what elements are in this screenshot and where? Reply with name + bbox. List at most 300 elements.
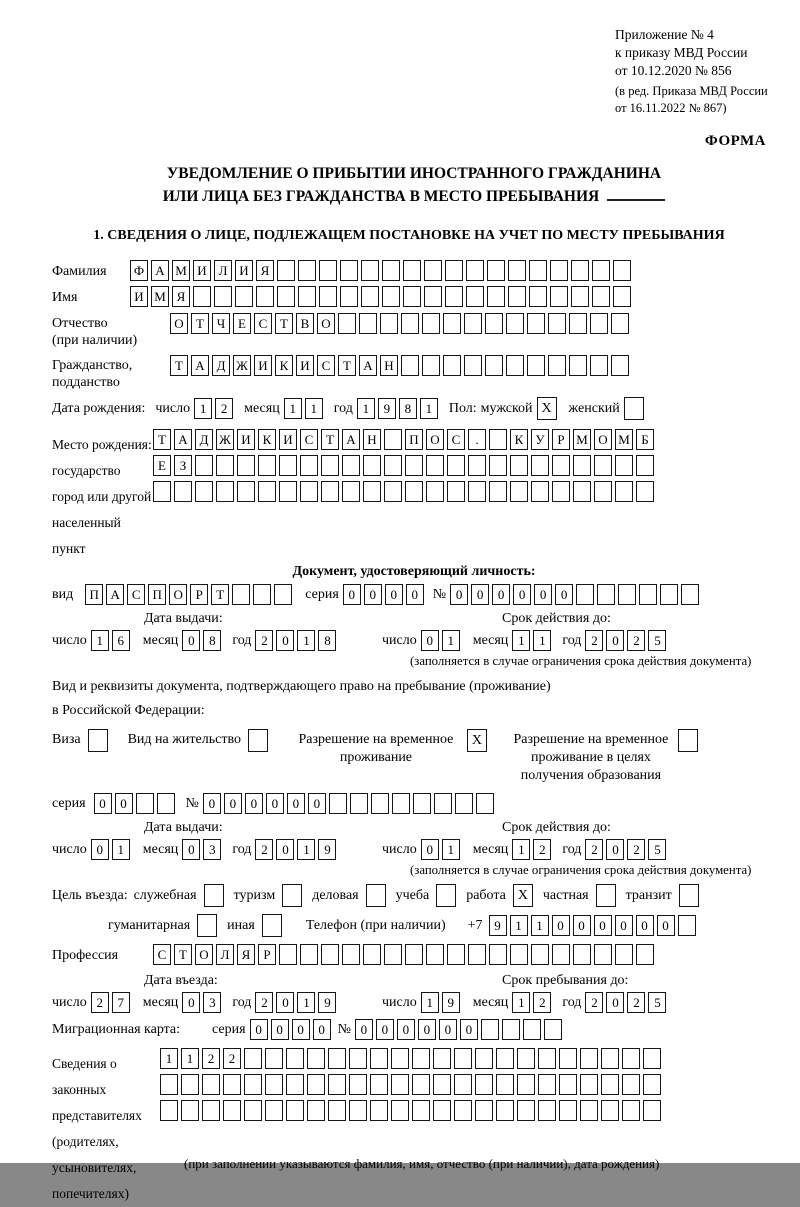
char-cell[interactable] <box>615 455 633 476</box>
char-cell[interactable] <box>573 481 591 502</box>
char-cell[interactable] <box>298 286 316 307</box>
char-cell[interactable]: М <box>573 429 591 450</box>
char-cell[interactable] <box>548 313 566 334</box>
char-cell[interactable] <box>223 1100 241 1121</box>
char-cell[interactable]: А <box>151 260 169 281</box>
char-cell[interactable] <box>412 1100 430 1121</box>
char-cell[interactable] <box>571 286 589 307</box>
char-cell[interactable] <box>592 286 610 307</box>
checkbox-cell[interactable] <box>204 884 224 907</box>
char-cell[interactable]: Н <box>363 429 381 450</box>
char-cell[interactable]: О <box>426 429 444 450</box>
char-cell[interactable]: Т <box>211 584 229 605</box>
char-cell[interactable]: А <box>359 355 377 376</box>
char-cell[interactable] <box>489 429 507 450</box>
char-cell[interactable] <box>340 286 358 307</box>
char-cell[interactable] <box>338 313 356 334</box>
char-cell[interactable]: 0 <box>573 915 591 936</box>
char-cell[interactable] <box>531 944 549 965</box>
char-cell[interactable] <box>307 1048 325 1069</box>
char-cell[interactable] <box>468 944 486 965</box>
char-cell[interactable]: 0 <box>94 793 112 814</box>
char-cell[interactable] <box>475 1074 493 1095</box>
checkbox-cell[interactable] <box>248 729 268 752</box>
char-cell[interactable]: 5 <box>648 992 666 1013</box>
char-cell[interactable]: 1 <box>442 839 460 860</box>
char-cell[interactable] <box>181 1074 199 1095</box>
char-cell[interactable] <box>370 1100 388 1121</box>
char-cell[interactable] <box>489 944 507 965</box>
char-cell[interactable] <box>443 355 461 376</box>
char-cell[interactable]: Е <box>233 313 251 334</box>
char-cell[interactable] <box>434 793 452 814</box>
char-cell[interactable] <box>412 1048 430 1069</box>
char-cell[interactable] <box>202 1074 220 1095</box>
char-cell[interactable] <box>286 1074 304 1095</box>
char-cell[interactable] <box>468 481 486 502</box>
char-cell[interactable] <box>214 286 232 307</box>
char-cell[interactable] <box>475 1048 493 1069</box>
char-cell[interactable]: А <box>342 429 360 450</box>
char-cell[interactable]: 8 <box>318 630 336 651</box>
char-cell[interactable]: 0 <box>91 839 109 860</box>
char-cell[interactable] <box>380 313 398 334</box>
char-cell[interactable] <box>401 313 419 334</box>
char-cell[interactable] <box>329 793 347 814</box>
checkbox-cell[interactable]: X <box>467 729 487 752</box>
char-cell[interactable] <box>384 455 402 476</box>
char-cell[interactable] <box>489 455 507 476</box>
char-cell[interactable] <box>307 1074 325 1095</box>
char-cell[interactable] <box>576 584 594 605</box>
char-cell[interactable] <box>636 481 654 502</box>
char-cell[interactable]: 1 <box>531 915 549 936</box>
char-cell[interactable] <box>195 455 213 476</box>
char-cell[interactable]: Т <box>191 313 209 334</box>
char-cell[interactable] <box>319 286 337 307</box>
char-cell[interactable] <box>433 1100 451 1121</box>
char-cell[interactable] <box>426 455 444 476</box>
char-cell[interactable] <box>485 313 503 334</box>
char-cell[interactable] <box>592 260 610 281</box>
char-cell[interactable]: П <box>405 429 423 450</box>
char-cell[interactable]: Л <box>216 944 234 965</box>
char-cell[interactable]: 0 <box>421 839 439 860</box>
char-cell[interactable] <box>496 1074 514 1095</box>
checkbox-cell[interactable] <box>678 729 698 752</box>
char-cell[interactable] <box>307 1100 325 1121</box>
char-cell[interactable] <box>615 944 633 965</box>
char-cell[interactable]: 0 <box>287 793 305 814</box>
char-cell[interactable] <box>321 944 339 965</box>
char-cell[interactable] <box>611 355 629 376</box>
char-cell[interactable] <box>552 481 570 502</box>
char-cell[interactable]: Б <box>636 429 654 450</box>
char-cell[interactable]: 0 <box>182 839 200 860</box>
char-cell[interactable] <box>622 1100 640 1121</box>
char-cell[interactable] <box>363 944 381 965</box>
char-cell[interactable]: 0 <box>606 839 624 860</box>
char-cell[interactable] <box>538 1074 556 1095</box>
char-cell[interactable]: Е <box>153 455 171 476</box>
char-cell[interactable]: 1 <box>512 839 530 860</box>
char-cell[interactable]: 1 <box>512 630 530 651</box>
char-cell[interactable] <box>300 944 318 965</box>
char-cell[interactable] <box>496 1048 514 1069</box>
char-cell[interactable] <box>244 1100 262 1121</box>
char-cell[interactable] <box>256 286 274 307</box>
char-cell[interactable] <box>286 1048 304 1069</box>
char-cell[interactable] <box>433 1048 451 1069</box>
char-cell[interactable] <box>590 313 608 334</box>
char-cell[interactable] <box>475 1100 493 1121</box>
char-cell[interactable]: 9 <box>378 398 396 419</box>
char-cell[interactable] <box>508 286 526 307</box>
char-cell[interactable] <box>559 1100 577 1121</box>
char-cell[interactable]: 0 <box>292 1019 310 1040</box>
char-cell[interactable]: Ж <box>233 355 251 376</box>
char-cell[interactable] <box>319 260 337 281</box>
char-cell[interactable] <box>531 455 549 476</box>
char-cell[interactable] <box>279 944 297 965</box>
char-cell[interactable]: 0 <box>534 584 552 605</box>
char-cell[interactable] <box>466 260 484 281</box>
char-cell[interactable]: 0 <box>406 584 424 605</box>
char-cell[interactable] <box>426 481 444 502</box>
char-cell[interactable]: 0 <box>203 793 221 814</box>
char-cell[interactable]: И <box>254 355 272 376</box>
char-cell[interactable] <box>597 584 615 605</box>
char-cell[interactable] <box>382 286 400 307</box>
char-cell[interactable]: У <box>531 429 549 450</box>
char-cell[interactable] <box>363 455 381 476</box>
char-cell[interactable] <box>160 1074 178 1095</box>
char-cell[interactable] <box>538 1048 556 1069</box>
char-cell[interactable] <box>274 584 292 605</box>
char-cell[interactable]: К <box>510 429 528 450</box>
char-cell[interactable]: 0 <box>182 630 200 651</box>
char-cell[interactable]: 1 <box>420 398 438 419</box>
char-cell[interactable]: Т <box>338 355 356 376</box>
char-cell[interactable] <box>552 455 570 476</box>
char-cell[interactable] <box>370 1074 388 1095</box>
char-cell[interactable]: 0 <box>606 630 624 651</box>
char-cell[interactable] <box>193 286 211 307</box>
char-cell[interactable] <box>496 1100 514 1121</box>
char-cell[interactable]: 0 <box>182 992 200 1013</box>
char-cell[interactable] <box>237 481 255 502</box>
char-cell[interactable] <box>487 286 505 307</box>
char-cell[interactable] <box>538 1100 556 1121</box>
char-cell[interactable] <box>594 455 612 476</box>
char-cell[interactable]: И <box>237 429 255 450</box>
char-cell[interactable] <box>216 455 234 476</box>
char-cell[interactable] <box>361 260 379 281</box>
char-cell[interactable] <box>279 481 297 502</box>
char-cell[interactable] <box>371 793 389 814</box>
char-cell[interactable]: 8 <box>203 630 221 651</box>
char-cell[interactable] <box>216 481 234 502</box>
char-cell[interactable] <box>601 1100 619 1121</box>
char-cell[interactable] <box>265 1074 283 1095</box>
char-cell[interactable] <box>370 1048 388 1069</box>
char-cell[interactable]: 0 <box>555 584 573 605</box>
char-cell[interactable]: 0 <box>439 1019 457 1040</box>
char-cell[interactable]: 0 <box>460 1019 478 1040</box>
char-cell[interactable]: 0 <box>552 915 570 936</box>
char-cell[interactable] <box>613 260 631 281</box>
char-cell[interactable] <box>265 1048 283 1069</box>
char-cell[interactable] <box>157 793 175 814</box>
char-cell[interactable] <box>615 481 633 502</box>
char-cell[interactable]: 2 <box>533 992 551 1013</box>
char-cell[interactable] <box>349 1048 367 1069</box>
char-cell[interactable]: 2 <box>585 839 603 860</box>
char-cell[interactable] <box>590 355 608 376</box>
char-cell[interactable]: С <box>300 429 318 450</box>
char-cell[interactable] <box>510 481 528 502</box>
char-cell[interactable]: 9 <box>442 992 460 1013</box>
checkbox-cell[interactable] <box>366 884 386 907</box>
char-cell[interactable]: 0 <box>266 793 284 814</box>
char-cell[interactable] <box>403 260 421 281</box>
char-cell[interactable]: 1 <box>194 398 212 419</box>
char-cell[interactable] <box>361 286 379 307</box>
char-cell[interactable]: 0 <box>421 630 439 651</box>
char-cell[interactable] <box>253 584 271 605</box>
char-cell[interactable] <box>382 260 400 281</box>
char-cell[interactable] <box>413 793 431 814</box>
char-cell[interactable] <box>342 455 360 476</box>
char-cell[interactable] <box>510 944 528 965</box>
checkbox-cell[interactable] <box>596 884 616 907</box>
char-cell[interactable]: 2 <box>91 992 109 1013</box>
char-cell[interactable]: 2 <box>627 630 645 651</box>
char-cell[interactable]: 1 <box>284 398 302 419</box>
char-cell[interactable] <box>571 260 589 281</box>
char-cell[interactable]: М <box>615 429 633 450</box>
char-cell[interactable] <box>639 584 657 605</box>
char-cell[interactable] <box>340 260 358 281</box>
char-cell[interactable]: О <box>594 429 612 450</box>
char-cell[interactable]: 5 <box>648 839 666 860</box>
char-cell[interactable] <box>342 944 360 965</box>
char-cell[interactable]: Я <box>172 286 190 307</box>
char-cell[interactable]: 1 <box>510 915 528 936</box>
char-cell[interactable] <box>601 1048 619 1069</box>
char-cell[interactable] <box>424 286 442 307</box>
char-cell[interactable] <box>298 260 316 281</box>
char-cell[interactable]: 7 <box>112 992 130 1013</box>
char-cell[interactable] <box>454 1048 472 1069</box>
char-cell[interactable] <box>153 481 171 502</box>
char-cell[interactable] <box>342 481 360 502</box>
char-cell[interactable]: 0 <box>492 584 510 605</box>
char-cell[interactable] <box>601 1074 619 1095</box>
char-cell[interactable] <box>517 1074 535 1095</box>
char-cell[interactable] <box>258 481 276 502</box>
char-cell[interactable] <box>636 455 654 476</box>
char-cell[interactable]: 0 <box>343 584 361 605</box>
char-cell[interactable]: Д <box>195 429 213 450</box>
char-cell[interactable]: 6 <box>112 630 130 651</box>
char-cell[interactable] <box>321 455 339 476</box>
char-cell[interactable]: 0 <box>397 1019 415 1040</box>
char-cell[interactable] <box>391 1100 409 1121</box>
char-cell[interactable] <box>405 455 423 476</box>
char-cell[interactable]: О <box>170 313 188 334</box>
char-cell[interactable] <box>481 1019 499 1040</box>
char-cell[interactable] <box>573 944 591 965</box>
char-cell[interactable] <box>580 1048 598 1069</box>
char-cell[interactable] <box>447 944 465 965</box>
char-cell[interactable] <box>279 455 297 476</box>
char-cell[interactable]: 9 <box>318 992 336 1013</box>
char-cell[interactable] <box>277 286 295 307</box>
char-cell[interactable] <box>466 286 484 307</box>
char-cell[interactable] <box>160 1100 178 1121</box>
char-cell[interactable]: 0 <box>308 793 326 814</box>
char-cell[interactable] <box>636 944 654 965</box>
char-cell[interactable]: Р <box>552 429 570 450</box>
char-cell[interactable] <box>643 1100 661 1121</box>
char-cell[interactable]: 0 <box>636 915 654 936</box>
char-cell[interactable] <box>529 286 547 307</box>
char-cell[interactable]: 0 <box>657 915 675 936</box>
char-cell[interactable]: 2 <box>255 992 273 1013</box>
char-cell[interactable]: И <box>130 286 148 307</box>
char-cell[interactable]: 1 <box>160 1048 178 1069</box>
char-cell[interactable]: 1 <box>112 839 130 860</box>
char-cell[interactable] <box>455 793 473 814</box>
char-cell[interactable]: Ч <box>212 313 230 334</box>
char-cell[interactable] <box>527 313 545 334</box>
char-cell[interactable]: 0 <box>355 1019 373 1040</box>
char-cell[interactable] <box>300 455 318 476</box>
checkbox-cell[interactable] <box>262 914 282 937</box>
char-cell[interactable]: Я <box>237 944 255 965</box>
char-cell[interactable] <box>392 793 410 814</box>
char-cell[interactable]: 2 <box>627 839 645 860</box>
char-cell[interactable] <box>569 313 587 334</box>
char-cell[interactable]: 0 <box>313 1019 331 1040</box>
char-cell[interactable] <box>454 1074 472 1095</box>
char-cell[interactable]: Д <box>212 355 230 376</box>
char-cell[interactable] <box>594 481 612 502</box>
char-cell[interactable]: К <box>258 429 276 450</box>
char-cell[interactable]: 0 <box>606 992 624 1013</box>
char-cell[interactable]: А <box>106 584 124 605</box>
char-cell[interactable] <box>286 1100 304 1121</box>
char-cell[interactable]: О <box>317 313 335 334</box>
char-cell[interactable]: 2 <box>585 992 603 1013</box>
char-cell[interactable] <box>403 286 421 307</box>
char-cell[interactable]: 0 <box>276 630 294 651</box>
char-cell[interactable]: Т <box>170 355 188 376</box>
char-cell[interactable] <box>510 455 528 476</box>
char-cell[interactable] <box>447 455 465 476</box>
char-cell[interactable] <box>422 355 440 376</box>
char-cell[interactable] <box>523 1019 541 1040</box>
char-cell[interactable]: 0 <box>450 584 468 605</box>
checkbox-cell[interactable] <box>88 729 108 752</box>
char-cell[interactable] <box>527 355 545 376</box>
checkbox-cell[interactable] <box>282 884 302 907</box>
char-cell[interactable] <box>174 481 192 502</box>
char-cell[interactable]: 1 <box>181 1048 199 1069</box>
char-cell[interactable] <box>265 1100 283 1121</box>
char-cell[interactable] <box>321 481 339 502</box>
char-cell[interactable]: 1 <box>91 630 109 651</box>
char-cell[interactable] <box>433 1074 451 1095</box>
char-cell[interactable]: 9 <box>318 839 336 860</box>
char-cell[interactable] <box>244 1074 262 1095</box>
char-cell[interactable]: И <box>296 355 314 376</box>
char-cell[interactable] <box>349 1100 367 1121</box>
char-cell[interactable] <box>328 1074 346 1095</box>
char-cell[interactable] <box>643 1048 661 1069</box>
char-cell[interactable] <box>544 1019 562 1040</box>
char-cell[interactable]: Р <box>190 584 208 605</box>
char-cell[interactable] <box>580 1074 598 1095</box>
char-cell[interactable]: 0 <box>376 1019 394 1040</box>
char-cell[interactable]: Я <box>256 260 274 281</box>
char-cell[interactable]: 0 <box>224 793 242 814</box>
char-cell[interactable]: 2 <box>215 398 233 419</box>
char-cell[interactable] <box>445 286 463 307</box>
char-cell[interactable] <box>660 584 678 605</box>
char-cell[interactable] <box>424 260 442 281</box>
char-cell[interactable] <box>464 313 482 334</box>
char-cell[interactable] <box>476 793 494 814</box>
char-cell[interactable]: 8 <box>399 398 417 419</box>
char-cell[interactable] <box>384 944 402 965</box>
char-cell[interactable] <box>594 944 612 965</box>
char-cell[interactable] <box>405 481 423 502</box>
char-cell[interactable] <box>613 286 631 307</box>
checkbox-cell[interactable] <box>679 884 699 907</box>
char-cell[interactable] <box>136 793 154 814</box>
char-cell[interactable]: 1 <box>305 398 323 419</box>
char-cell[interactable] <box>559 1074 577 1095</box>
char-cell[interactable]: 0 <box>594 915 612 936</box>
char-cell[interactable] <box>502 1019 520 1040</box>
char-cell[interactable] <box>412 1074 430 1095</box>
char-cell[interactable]: 5 <box>648 630 666 651</box>
char-cell[interactable] <box>569 355 587 376</box>
char-cell[interactable]: Н <box>380 355 398 376</box>
char-cell[interactable] <box>328 1048 346 1069</box>
char-cell[interactable] <box>506 313 524 334</box>
char-cell[interactable]: 3 <box>203 992 221 1013</box>
char-cell[interactable]: 2 <box>202 1048 220 1069</box>
char-cell[interactable]: 0 <box>245 793 263 814</box>
char-cell[interactable] <box>622 1074 640 1095</box>
char-cell[interactable]: 1 <box>297 839 315 860</box>
char-cell[interactable]: Ж <box>216 429 234 450</box>
checkbox-cell[interactable] <box>624 397 644 420</box>
char-cell[interactable] <box>552 944 570 965</box>
char-cell[interactable] <box>529 260 547 281</box>
checkbox-cell[interactable]: X <box>537 397 557 420</box>
char-cell[interactable]: Р <box>258 944 276 965</box>
char-cell[interactable] <box>223 1074 241 1095</box>
char-cell[interactable]: П <box>85 584 103 605</box>
char-cell[interactable]: 1 <box>512 992 530 1013</box>
char-cell[interactable] <box>559 1048 577 1069</box>
char-cell[interactable] <box>277 260 295 281</box>
char-cell[interactable]: 3 <box>203 839 221 860</box>
